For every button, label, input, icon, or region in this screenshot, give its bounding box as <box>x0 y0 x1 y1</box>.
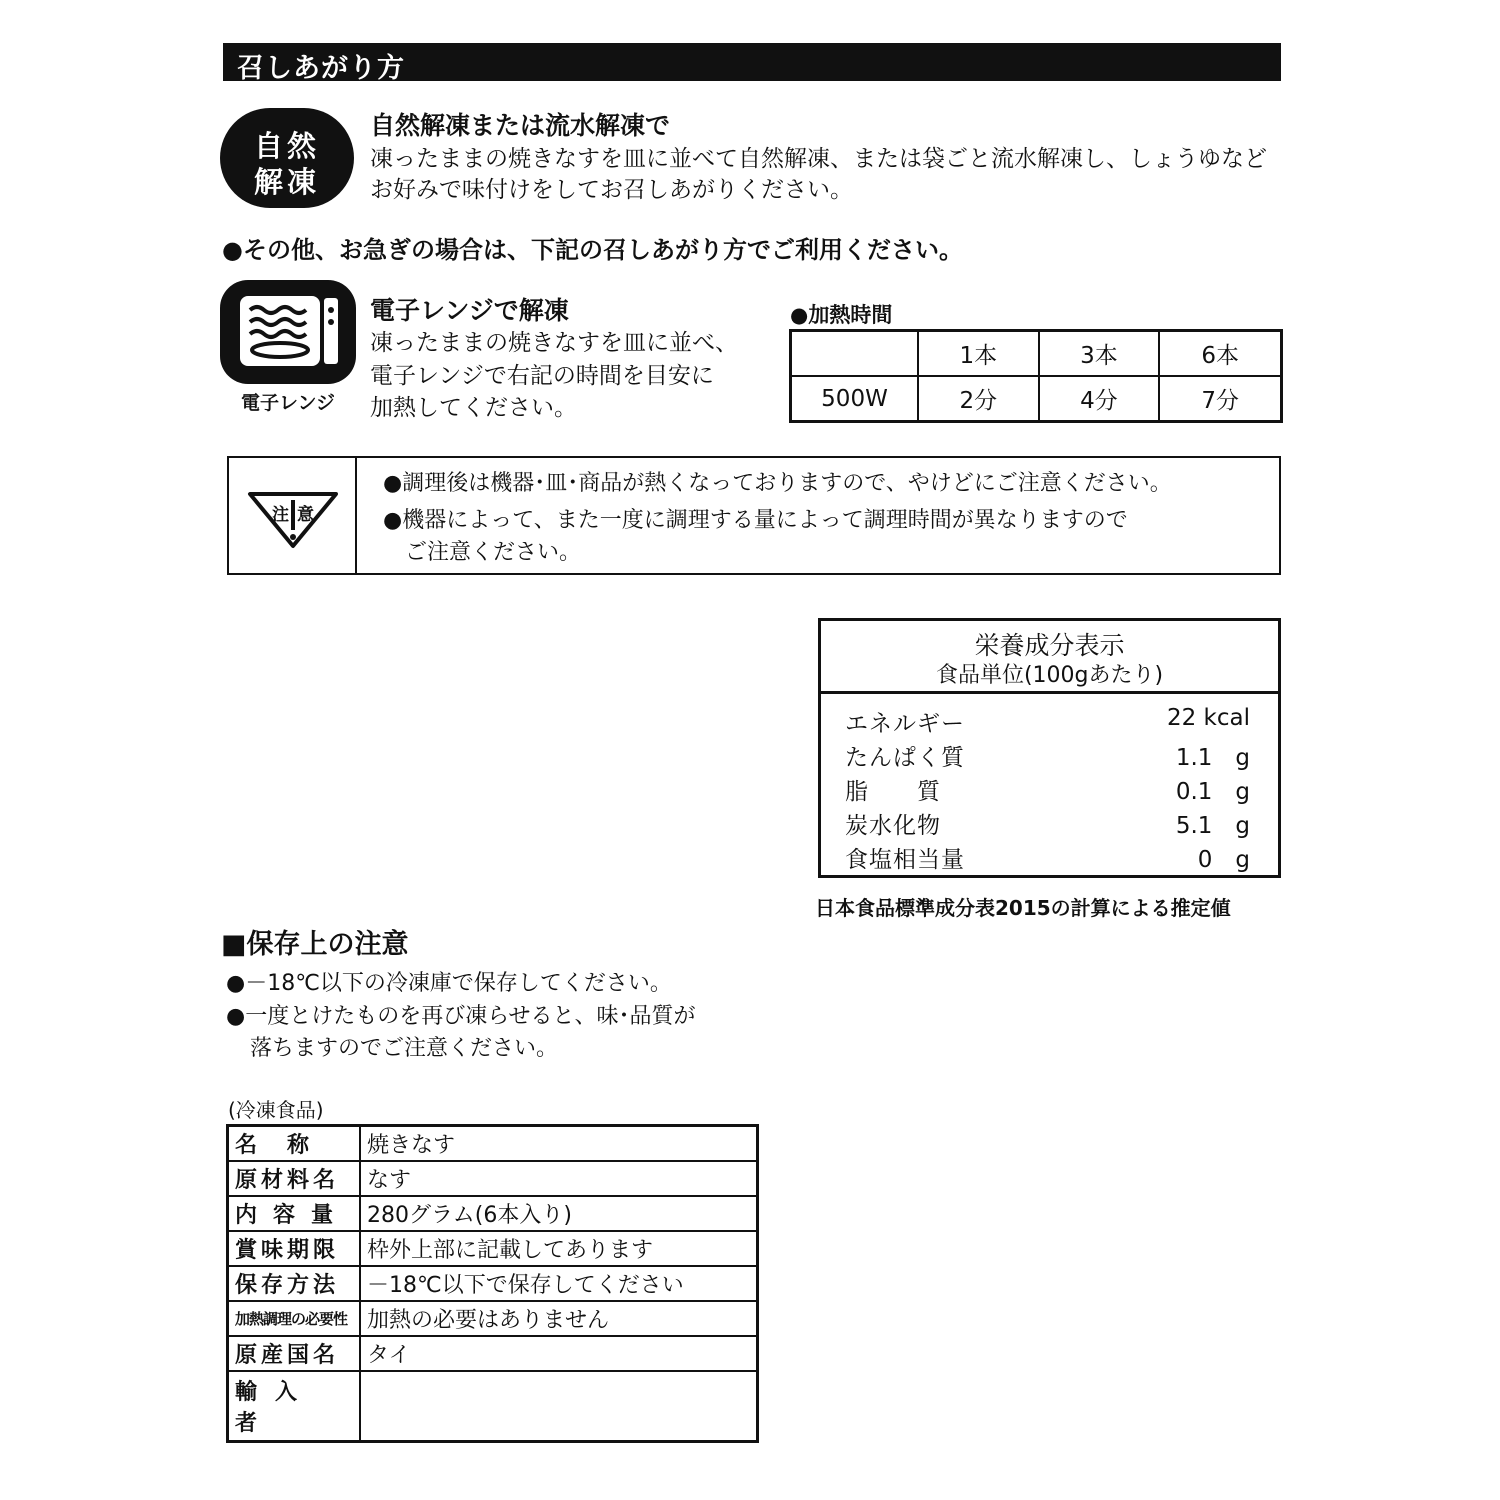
nutrition-row <box>845 773 1250 807</box>
section-header-bar <box>223 43 1281 84</box>
natural-thaw-heading: 自然解凍または流水解凍で <box>370 111 671 140</box>
heating-time-table <box>789 329 1283 423</box>
natural-thaw-badge <box>220 108 354 208</box>
product-row <box>228 1266 758 1301</box>
nutrition-value: 5.1 g <box>1175 813 1250 839</box>
product-row <box>228 1126 758 1162</box>
product-value: －18℃以下で保存してください <box>360 1266 758 1301</box>
caution-triangle-icon <box>246 490 340 550</box>
caution-line-1: ●調理後は機器･皿･商品が熱くなっておりますので、やけどにご注意ください。 <box>383 471 1172 496</box>
heating-header-row <box>791 331 1282 377</box>
natural-thaw-text-1: 凍ったままの焼きなすを皿に並べて自然解凍、または袋ごと流水解凍し、しょうゆなど <box>370 146 1267 172</box>
nutrition-value: 0.1 g <box>1175 779 1250 805</box>
microwave-icon <box>220 280 356 384</box>
heating-header-cell: 6本 <box>1159 331 1281 377</box>
badge-line2: 解凍 <box>253 165 320 199</box>
nutrition-label: たんぱく質 <box>845 745 965 771</box>
storage-line-1: ●－18℃以下の冷凍庫で保存してください。 <box>226 971 672 996</box>
heating-header-cell <box>791 331 919 377</box>
heating-value-cell: 7分 <box>1159 376 1281 422</box>
microwave-label: 電子レンジ <box>240 392 336 414</box>
caution-divider <box>355 457 357 574</box>
product-row <box>228 1336 758 1371</box>
nutrition-value: 1.1 g <box>1175 745 1250 771</box>
product-value: 280グラム(6本入り) <box>360 1196 758 1231</box>
badge-line1: 自然 <box>253 129 320 163</box>
nutrition-row <box>845 739 1250 773</box>
nutrition-value: 22 kcal <box>1166 705 1250 731</box>
product-value: 枠外上部に記載してあります <box>360 1231 758 1266</box>
product-value: 加熱の必要はありません <box>360 1301 758 1336</box>
product-key: 名 称 <box>228 1126 361 1162</box>
product-key: 保存方法 <box>228 1266 361 1301</box>
nutrition-subtitle: 食品単位(100gあたり) <box>935 663 1164 688</box>
nutrition-value: 0 g <box>1197 847 1250 873</box>
product-key: 輸入者 <box>228 1371 361 1442</box>
product-value: なす <box>360 1161 758 1196</box>
nutrition-label: エネルギー <box>845 711 965 737</box>
nutrition-title: 栄養成分表示 <box>974 631 1125 660</box>
product-key: 加熱調理の必要性 <box>228 1301 361 1336</box>
microwave-text-3: 加熱してください。 <box>370 395 577 421</box>
product-key: 内容量 <box>228 1196 361 1231</box>
heating-time-title: ●加熱時間 <box>790 303 893 327</box>
caution-line-2: ●機器によって、また一度に調理する量によって調理時間が異なりますので <box>383 508 1128 533</box>
frozen-food-label: (冷凍食品) <box>228 1098 324 1122</box>
product-value: タイ <box>360 1336 758 1371</box>
storage-title: ■保存上の注意 <box>221 929 409 960</box>
other-method-note: ●その他、お急ぎの場合は、下記の召しあがり方でご利用ください。 <box>222 236 963 264</box>
nutrition-note: 日本食品標準成分表2015の計算による推定値 <box>815 896 1231 920</box>
product-key: 賞味期限 <box>228 1231 361 1266</box>
natural-thaw-text-2: お好みで味付けをしてお召しあがりください。 <box>370 177 853 203</box>
heating-value-row <box>791 376 1282 422</box>
storage-line-3: 落ちますのでご注意ください。 <box>250 1036 559 1061</box>
nutrition-row <box>845 807 1250 841</box>
product-row <box>228 1196 758 1231</box>
product-key: 原材料名 <box>228 1161 361 1196</box>
product-row <box>228 1231 758 1266</box>
heating-header-cell: 3本 <box>1039 331 1160 377</box>
caution-icon-text-right: 意 <box>297 505 314 525</box>
nutrition-label: 食塩相当量 <box>845 847 965 873</box>
nutrition-row <box>845 841 1250 875</box>
nutrition-row <box>845 705 1250 739</box>
nutrition-label: 炭水化物 <box>845 813 941 839</box>
product-key: 原産国名 <box>228 1336 361 1371</box>
product-row <box>228 1301 758 1336</box>
product-value <box>360 1371 758 1442</box>
section-title: 召しあがり方 <box>237 53 405 84</box>
caution-icon-text-left: 注 <box>272 505 289 525</box>
microwave-heading: 電子レンジで解凍 <box>370 296 569 325</box>
product-row <box>228 1371 758 1442</box>
product-info-table <box>226 1124 759 1443</box>
nutrition-label: 脂 質 <box>845 779 941 805</box>
microwave-text-2: 電子レンジで右記の時間を目安に <box>370 363 714 389</box>
caution-line-3: ご注意ください。 <box>405 540 582 565</box>
microwave-text-1: 凍ったままの焼きなすを皿に並べ、 <box>370 330 738 356</box>
product-row <box>228 1161 758 1196</box>
heating-value-cell: 4分 <box>1039 376 1160 422</box>
storage-line-2: ●一度とけたものを再び凍らせると、味･品質が <box>226 1004 696 1029</box>
heating-wattage-cell: 500W <box>791 376 919 422</box>
heating-value-cell: 2分 <box>918 376 1039 422</box>
product-value: 焼きなす <box>360 1126 758 1162</box>
nutrition-divider <box>818 691 1281 694</box>
heating-header-cell: 1本 <box>918 331 1039 377</box>
